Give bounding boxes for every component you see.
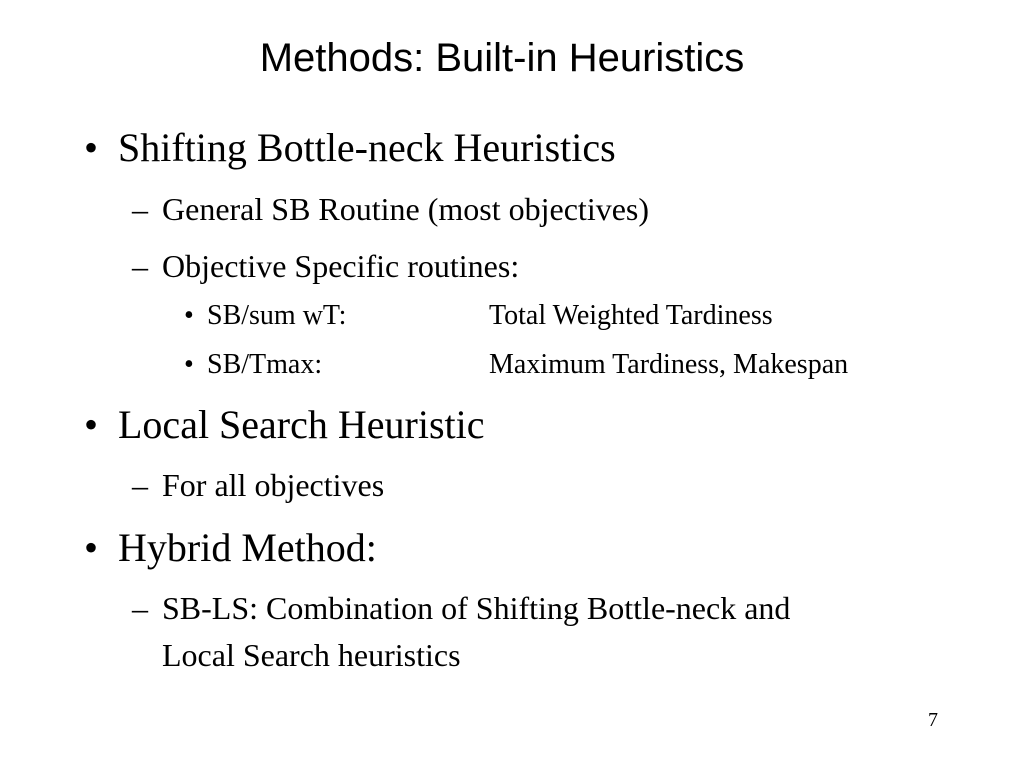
sub-bullet-sb-ls-line2: Local Search heuristics xyxy=(162,637,461,673)
sub-bullet-all-objectives: For all objectives xyxy=(162,467,385,503)
dash-marker: – xyxy=(132,248,148,284)
routine-description: Total Weighted Tardiness xyxy=(489,300,773,331)
bullet-hybrid-method: Hybrid Method: xyxy=(118,525,377,570)
sub-bullet-sb-ls-line1: SB-LS: Combination of Shifting Bottle-neck and xyxy=(162,590,791,626)
bullet-local-search: Local Search Heuristic xyxy=(118,402,485,447)
sub-bullet-objective-specific: Objective Specific routines: xyxy=(162,248,520,284)
slide-title: Methods: Built-in Heuristics xyxy=(259,36,745,80)
dash-marker: – xyxy=(132,191,148,227)
bullet-marker: • xyxy=(184,300,194,331)
bullet-marker: • xyxy=(84,525,99,570)
page-number: 7 xyxy=(928,709,938,731)
bullet-marker: • xyxy=(84,125,99,170)
routine-description: Maximum Tardiness, Makespan xyxy=(489,349,849,380)
bullet-shifting-bottleneck: Shifting Bottle-neck Heuristics xyxy=(118,125,616,170)
sub-bullet-general-sb: General SB Routine (most objectives) xyxy=(162,191,650,227)
bullet-marker: • xyxy=(84,402,99,447)
routine-label: SB/sum wT: xyxy=(207,300,347,331)
routine-label: SB/Tmax: xyxy=(207,349,323,380)
dash-marker: – xyxy=(132,467,148,503)
dash-marker: – xyxy=(132,590,148,626)
bullet-marker: • xyxy=(184,349,194,380)
